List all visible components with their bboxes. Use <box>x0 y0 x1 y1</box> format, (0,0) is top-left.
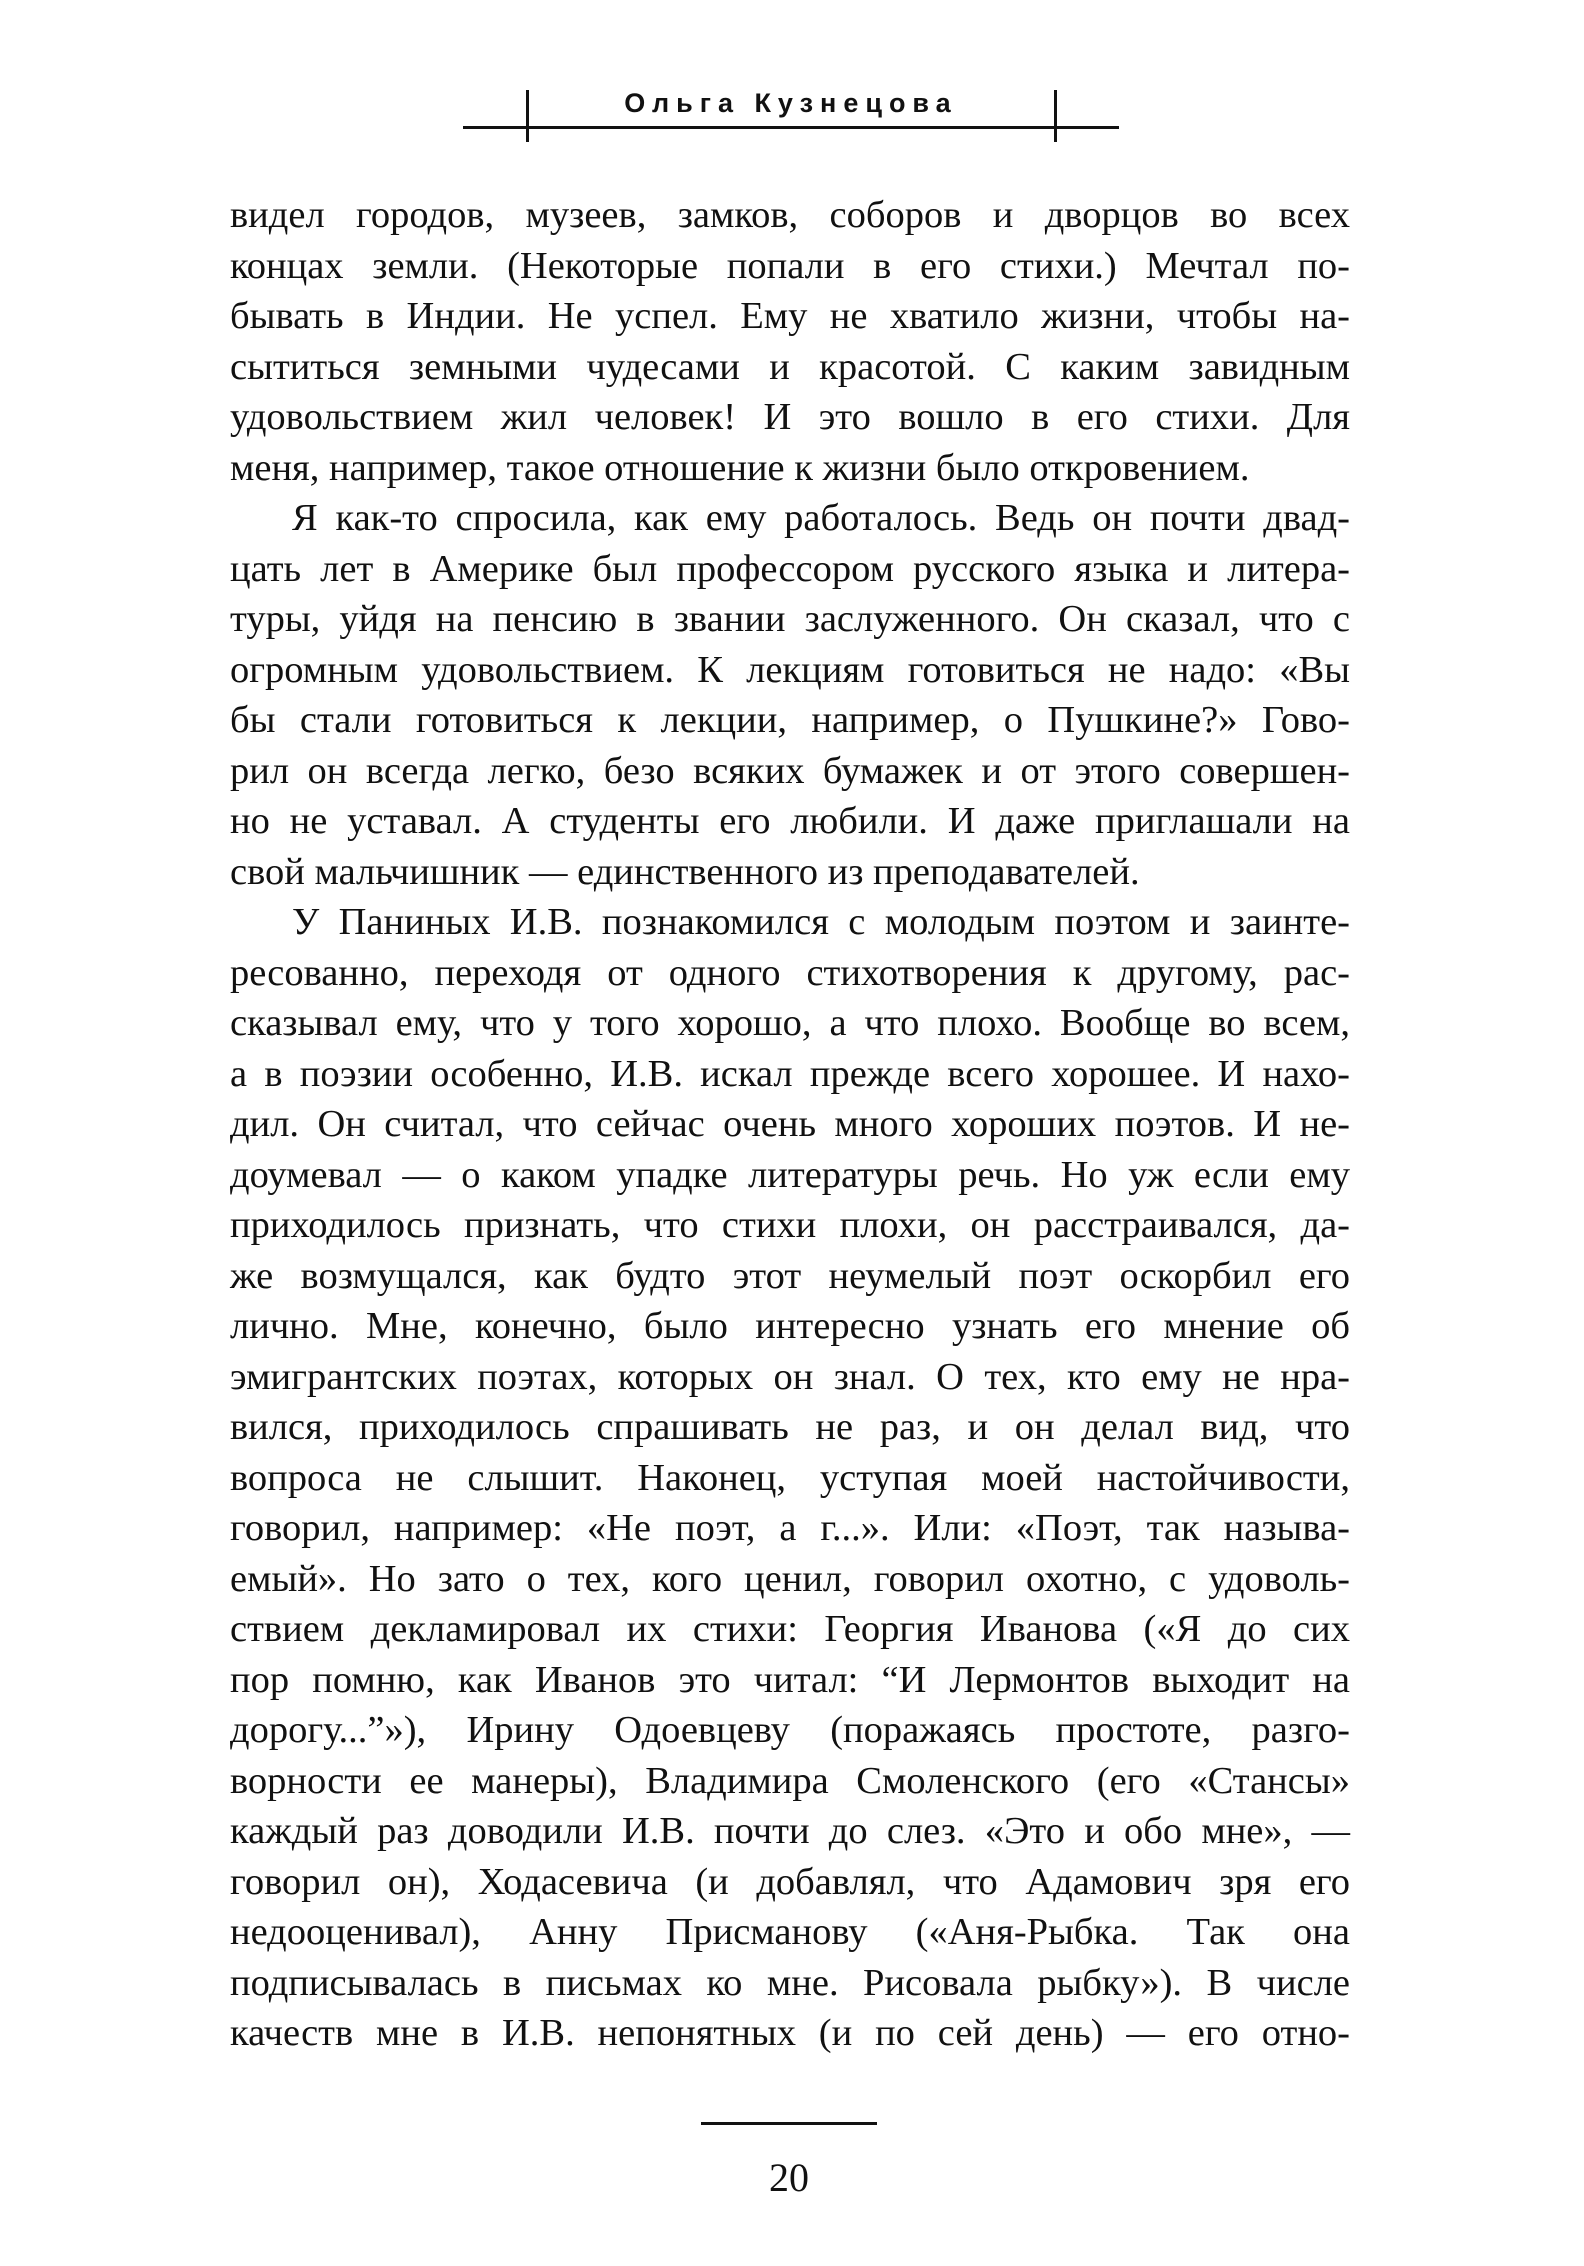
text-line: сказывал ему, что у того хорошо, а что плохо. Вообще во всем, <box>230 1002 1350 1044</box>
body-text <box>230 190 1350 2059</box>
running-head <box>463 86 1119 142</box>
running-head-author: Ольга Кузнецова <box>624 88 958 118</box>
text-line: доумевал — о каком упадке литературы речь. Но уж если ему <box>230 1153 1350 1196</box>
text-line: вился, приходилось спрашивать не раз, и он делал вид, что <box>230 1406 1350 1448</box>
running-head-right-tick <box>1054 90 1057 142</box>
text-line: недооценивал), Анну Присманову («Аня-Рыбка. Так она <box>230 1911 1350 1953</box>
text-line: лично. Мне, конечно, было интересно узнать его мнение об <box>230 1305 1350 1347</box>
text-line: У Паниных И.В. познакомился с молодым поэтом и заинте- <box>292 901 1350 943</box>
text-line: но не уставал. А студенты его любили. И даже приглашали на <box>230 800 1350 842</box>
text-line: дорогу...”»), Ирину Одоевцеву (поражаясь простоте, разго- <box>230 1709 1350 1751</box>
text-line: подписывалась в письмах ко мне. Рисовала рыбку»). В числе <box>230 1961 1350 2004</box>
text-line: бывать в Индии. Не успел. Ему не хватило жизни, чтобы на- <box>230 295 1350 337</box>
text-line: дил. Он считал, что сейчас очень много хороших поэтов. И не- <box>230 1103 1350 1145</box>
text-line: ствием декламировал их стихи: Георгия Иванова («Я до сих <box>230 1608 1350 1650</box>
text-line: сытиться земными чудесами и красотой. С каким завидным <box>230 345 1350 388</box>
text-line: концах земли. (Некоторые попали в его стихи.) Мечтал по- <box>230 244 1350 287</box>
text-line: бы стали готовиться к лекции, например, о Пушкине?» Гово- <box>230 699 1350 741</box>
text-line: цать лет в Америке был профессором русского языка и литера- <box>230 547 1350 590</box>
text-line: туры, уйдя на пенсию в звании заслуженного. Он сказал, что с <box>230 598 1350 640</box>
text-line: говорил он), Ходасевича (и добавлял, что Адамович зря его <box>230 1860 1350 1903</box>
text-line: приходилось признать, что стихи плохи, он расстраивался, да- <box>230 1204 1350 1246</box>
paragraph <box>230 493 1350 897</box>
footer-rule <box>701 2122 877 2125</box>
text-line: емый». Но зато о тех, кого ценил, говорил охотно, с удоволь- <box>230 1557 1350 1600</box>
text-line: пор помню, как Иванов это читал: “И Лермонтов выходит на <box>230 1658 1350 1701</box>
running-head-left-tick <box>526 90 529 142</box>
text-line: Я как-то спросила, как ему работалось. Ведь он почти двад- <box>292 497 1350 539</box>
running-head-rule <box>463 126 1119 129</box>
text-line: каждый раз доводили И.В. почти до слез. «Это и обо мне», — <box>230 1810 1350 1852</box>
text-line: а в поэзии особенно, И.В. искал прежде всего хорошее. И нахо- <box>230 1052 1350 1095</box>
page-number: 20 <box>769 2155 809 2200</box>
paragraph <box>230 190 1350 493</box>
text-line: рил он всегда легко, безо всяких бумажек и от этого совершен- <box>230 749 1350 792</box>
text-line: вопроса не слышит. Наконец, уступая моей настойчивости, <box>230 1456 1350 1499</box>
text-line: ресованно, переходя от одного стихотворения к другому, рас- <box>230 951 1350 994</box>
text-line: видел городов, музеев, замков, соборов и дворцов во всех <box>230 194 1350 236</box>
text-line: свой мальчишник — единственного из преподавателей. <box>230 850 1140 893</box>
text-line: говорил, например: «Не поэт, а г...». Или: «Поэт, так называ- <box>230 1507 1350 1549</box>
text-line: эмигрантских поэтах, которых он знал. О тех, кто ему не нра- <box>230 1355 1350 1398</box>
text-line: огромным удовольствием. К лекциям готовиться не надо: «Вы <box>230 648 1350 691</box>
text-line: ворности ее манеры), Владимира Смоленского (его «Стансы» <box>230 1759 1350 1802</box>
text-line: меня, например, такое отношение к жизни было откровением. <box>230 446 1250 489</box>
text-line: же возмущался, как будто этот неумелый поэт оскорбил его <box>230 1254 1350 1297</box>
text-line: качеств мне в И.В. непонятных (и по сей день) — его отно- <box>230 2012 1350 2054</box>
paragraph <box>230 897 1350 2059</box>
text-line: удовольствием жил человек! И это вошло в его стихи. Для <box>230 396 1350 438</box>
